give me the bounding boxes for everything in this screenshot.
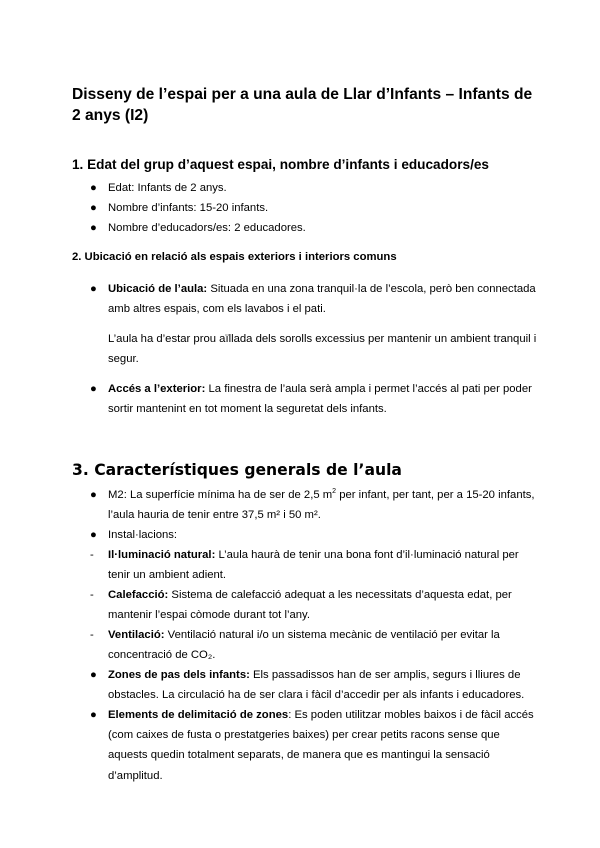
- list-item-text: [108, 625, 540, 665]
- list-item: [90, 178, 540, 198]
- item-body: M2: La superfície mínima ha de ser de 2,5 m: [108, 489, 333, 501]
- list-item: [90, 705, 540, 786]
- list-item: [90, 665, 540, 705]
- item-label: Accés a l’exterior:: [108, 383, 206, 395]
- dash-icon: -: [90, 549, 94, 561]
- superscript: 2: [332, 488, 337, 496]
- list-item: [90, 198, 540, 218]
- section-3-heading: 3. Característiques generals de l’aula: [72, 461, 402, 479]
- list-item-text: [108, 585, 540, 625]
- list-item-text: [108, 279, 540, 319]
- list-item: [90, 585, 540, 625]
- list-item-text: [108, 379, 540, 419]
- list-item: [90, 218, 540, 238]
- bullet-icon: ●: [90, 222, 97, 234]
- section-2-heading: 2. Ubicació en relació als espais exteriors i interiors comuns: [72, 251, 397, 263]
- bullet-icon: ●: [90, 383, 97, 395]
- item-body: Situada en una zona tranquil·la de l’escola, però ben connectada amb altres espais, com els lavabos i el pati.: [108, 283, 536, 316]
- list-item-text: Edat: Infants de 2 anys.: [108, 182, 227, 194]
- item-body: Sistema de calefacció adequat a les necessitats d’aquesta edat, per mantenir l’espai còmode durant tot l’any.: [108, 589, 512, 622]
- item-label: Ubicació de l’aula:: [108, 283, 208, 295]
- list-item: [90, 525, 540, 545]
- bullet-icon: ●: [90, 283, 97, 295]
- document-title: Disseny de l’espai per a una aula de Llar d’Infants – Infants de 2 anys (I2): [72, 86, 533, 124]
- bullet-icon: ●: [90, 709, 97, 721]
- bullet-icon: ●: [90, 489, 97, 501]
- section-1-heading: 1. Edat del grup d’aquest espai, nombre d’infants i educadors/es: [72, 157, 489, 172]
- item-label: Il·luminació natural:: [108, 549, 216, 561]
- dash-icon: -: [90, 629, 94, 641]
- bullet-icon: ●: [90, 182, 97, 194]
- item-body: per infant, per tant, per a 15-20 infants, l’aula hauria de tenir entre 37,5 m² i 50 m².: [108, 489, 535, 522]
- list-item: [90, 625, 540, 665]
- dash-icon: -: [90, 589, 94, 601]
- list-item-text: [108, 705, 540, 786]
- item-label: Ventilació:: [108, 629, 165, 641]
- item-body: L’aula haurà de tenir una bona font d’il·luminació natural per tenir un ambient adient.: [108, 549, 519, 582]
- bullet-icon: ●: [90, 669, 97, 681]
- list-item-text: [108, 665, 540, 705]
- list-item: [90, 279, 540, 319]
- item-label: Calefacció:: [108, 589, 169, 601]
- list-item-text: Instal·lacions:: [108, 529, 178, 541]
- paragraph: L’aula ha d’estar prou aïllada dels sorolls excessius per mantenir un ambient tranquil i segur.: [108, 333, 537, 366]
- item-label: Zones de pas dels infants:: [108, 669, 250, 681]
- bullet-icon: ●: [90, 529, 97, 541]
- item-body: La finestra de l’aula serà ampla i permet l’accés al pati per poder sortir mantenint en tot moment la seguretat dels infants.: [108, 383, 532, 416]
- bullet-icon: ●: [90, 202, 97, 214]
- list-item-text: [108, 485, 540, 525]
- list-item-text: [108, 545, 540, 585]
- list-item: [90, 545, 540, 585]
- list-item: [90, 379, 540, 419]
- item-body: Els passadissos han de ser amplis, segurs i lliures de obstacles. La circulació ha de ser clara i fàcil d’accedir per als infants i educadores.: [108, 669, 525, 702]
- item-body: Ventilació natural i/o un sistema mecànic de ventilació per evitar la concentració de CO₂.: [108, 629, 500, 662]
- list-item-text: Nombre d’educadors/es: 2 educadores.: [108, 222, 306, 234]
- item-body: : Es poden utilitzar mobles baixos i de fàcil accés (com caixes de fusta o prestatgeries baixes) per crear petits racons sense que aquests quedin totalment separats, de manera que es mantingui la sensació d’amplitud.: [108, 709, 534, 782]
- item-label: Elements de delimitació de zones: [108, 709, 289, 721]
- list-item: [90, 485, 540, 525]
- list-item-text: Nombre d’infants: 15-20 infants.: [108, 202, 269, 214]
